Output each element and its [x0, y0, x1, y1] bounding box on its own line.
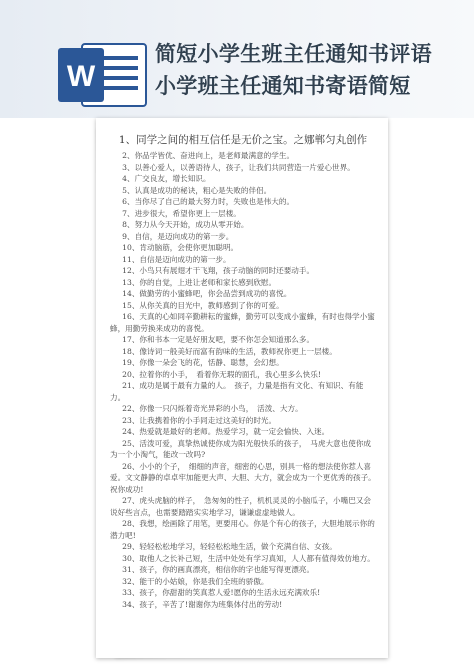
comment-line: 34、孩子，辛苦了!谢谢你为班集体付出的劳动!	[122, 599, 283, 609]
comment-line: 27、虎头虎脑的样子， 急匆匆的性子，机机灵灵的小脑瓜子，小嘴巴又会说好些言点，也需要踏踏实实地学习，谦谦虚虚地做人。	[110, 496, 372, 517]
document-page	[96, 118, 388, 658]
comment-line: 31、孩子，你的画真漂亮，相信你的字也能写得更漂亮。	[122, 565, 315, 574]
word-document-icon	[58, 40, 150, 110]
page-subtitle: 小学班主任通知书寄语简短	[155, 74, 411, 98]
comment-line: 6、当你尽了自己的最大努力时，失败也是伟大的。	[122, 197, 295, 206]
comment-line: 4、广交良友，增长知识。	[122, 174, 211, 183]
comment-line: 15、从你关真的目光中，教师感到了你的可爱。	[122, 300, 284, 310]
word-icon-letter: W	[66, 60, 96, 93]
comment-line: 22、你像一只闪烁着奇光异彩的小鸟， 活泼、大方。	[122, 404, 303, 413]
comment-line: 20、拉着你的小手， 看着你无瑕的面孔，我心里多么快乐!	[122, 369, 321, 379]
comment-line: 18、像诗词一般美好而富有韵味的生活，教师祝你更上一层楼。	[122, 346, 337, 356]
comment-line: 28、我想，绘画除了用笔，更要用心。你是个有心的孩子，大胆地展示你的潜力吧!	[110, 519, 375, 540]
comment-line: 5、认真是成功的秘诀，粗心是失败的伴侣。	[122, 185, 272, 195]
comment-line: 19、你像一朵会飞的花，恬静、聪慧，会幻想。	[122, 358, 284, 367]
comment-line: 3、以善心爱人，以善语待人，孩子，让我们共同营造一片爱心世界。	[122, 162, 355, 172]
document-heading: 1、同学之间的相互信任是无价之宝。之娜郸匀丸创作	[118, 134, 368, 146]
comment-line: 32、能干的小姑娘，你是我们全班的骄傲。	[122, 576, 269, 586]
page-title: 简短小学生班主任通知书评语	[155, 42, 432, 66]
comment-line: 9、自信，是迈向成功的第一步。	[122, 231, 234, 241]
comment-line: 24、热爱就是最好的老师。热爱学习，就一定会愉快、入迷。	[122, 427, 330, 436]
comment-line: 29、轻轻松松地学习，轻轻松松地生活，做个充满自信、女孩。	[122, 542, 337, 551]
comment-line: 10、肯动脑筋，会使你更加聪明。	[122, 243, 239, 252]
comment-line: 14、做勤劳的小蜜蜂吧，你会品尝到成功的喜悦。	[122, 289, 292, 298]
document-body	[96, 118, 388, 610]
comment-line: 21、成功是属于最有力量的人。 孩子，力量是指有文化、有知识、有能力。	[110, 381, 364, 402]
comment-line: 26、小小的个子， 细细的声音，细密的心思，别具一格的想法使你惹人喜爱。文文静静的卓卓牢加能更大声、大胆、大方，就会成为一个更优秀的孩子。祝你成功!	[110, 461, 376, 494]
comment-line: 33、孩子，你甜甜的笑真惹人爱!愿你的生活永远充满欢乐!	[122, 588, 321, 597]
comment-line: 2、你品学皆优、奋进向上，是老师最满意的学生。	[122, 151, 295, 160]
comment-line: 17、你和书本一定是好朋友吧，要不你怎会知道那么多。	[122, 335, 315, 344]
comment-line: 12、小鸟只有展翅才干飞翔，孩子动脑的同时还要动手。	[122, 266, 315, 275]
comment-line: 11、自信是迈向成功的第一步。	[122, 254, 231, 264]
comment-line: 30、取他人之长补己短，生活中处处有学习真知，人人都有值得效仿地方。	[122, 553, 375, 563]
comment-line: 7、进步很大，希望你更上一层楼。	[122, 208, 241, 218]
comment-line: 16、天真的心如同辛勤耕耘的蜜蜂，勤劳可以变成小蜜蜂，有时也得学小蜜蜂，用勤劳换来成功的喜悦。	[110, 312, 375, 333]
comment-line: 8、努力从今天开始，成功从零开始。	[122, 220, 249, 229]
comment-line: 25、活泼可爱，真挚热诚使你成为阳光般快乐的孩子， 马虎大意也使你成为一个小淘气，能改一改吗?	[110, 438, 372, 459]
comment-line: 13、你的自觉，上进让老师和家长感到欣慰。	[122, 277, 277, 287]
comment-line: 23、让我携着你的小手同走过这美好的时光。	[122, 415, 277, 425]
comment-list	[110, 150, 376, 610]
